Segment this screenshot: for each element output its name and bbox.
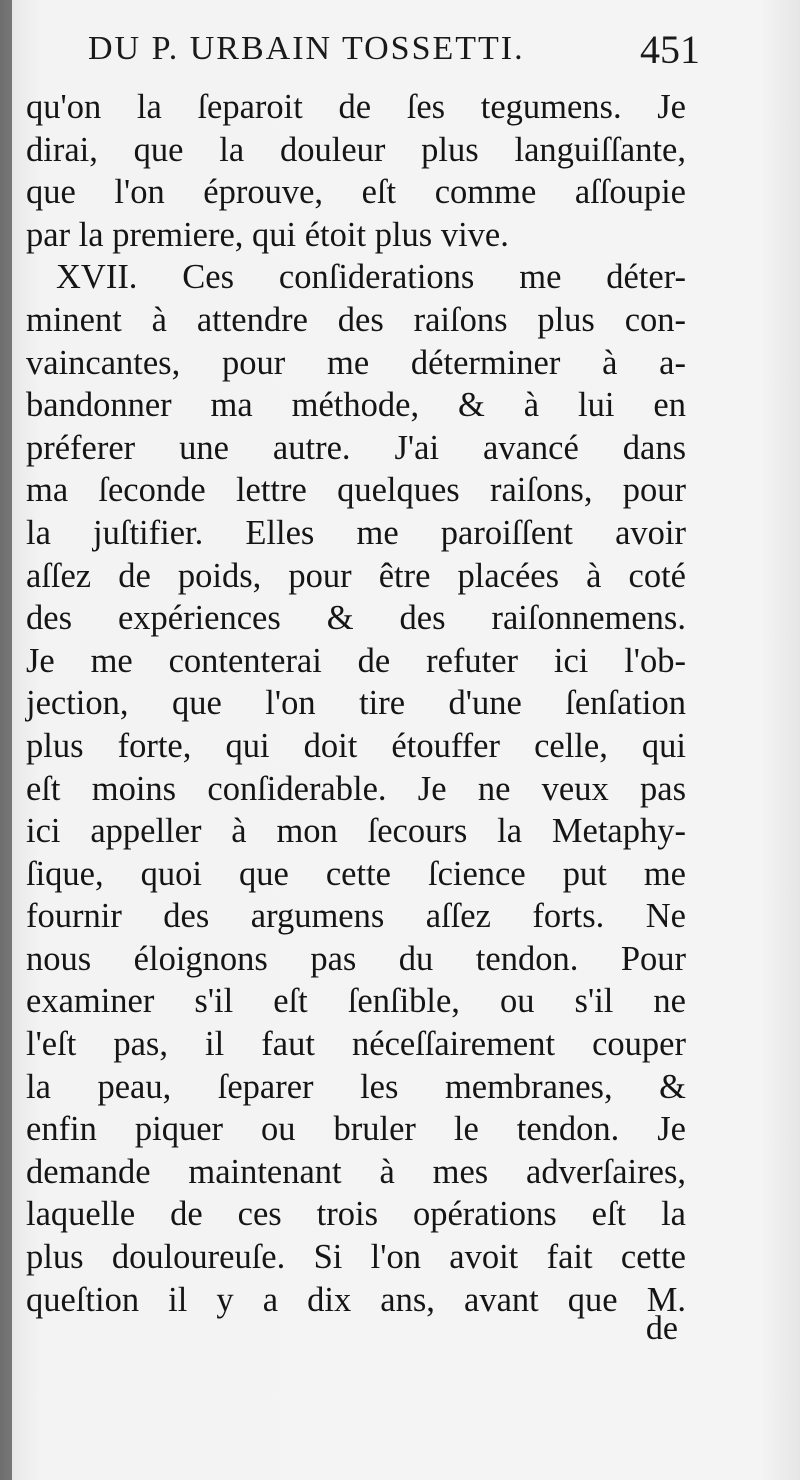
text-line: bandonner ma méthode, & à lui en (26, 386, 686, 425)
text-line: préferer une autre. J'ai avancé dans (26, 428, 686, 467)
body-text (26, 86, 686, 1321)
catchword: de (645, 1310, 678, 1347)
text-line: vaincantes, pour me déterminer à a- (26, 343, 686, 382)
text-line: fournir des argumens aſſez forts. Ne (26, 897, 686, 936)
text-line: examiner s'il eſt ſenſible, ou s'il ne (26, 982, 686, 1021)
text-line: plus douloureuſe. Si l'on avoit fait cette (26, 1238, 686, 1277)
text-line: la juſtifier. Elles me paroiſſent avoir (26, 513, 686, 552)
text-line: minent à attendre des raiſons plus con- (26, 300, 686, 339)
text-line: queſtion il y a dix ans, avant que M. (26, 1280, 686, 1319)
text-line: enfin piquer ou bruler le tendon. Je (26, 1110, 686, 1149)
text-line: plus forte, qui doit étouffer celle, qui (26, 726, 686, 765)
text-line: XVII. Ces conſiderations me déter- (56, 258, 686, 297)
text-line: nous éloignons pas du tendon. Pour (26, 939, 686, 978)
page-gutter-shadow (0, 0, 12, 1480)
text-line: demande maintenant à mes adverſaires, (26, 1152, 686, 1191)
running-head: DU P. URBAIN TOSSETTI. (88, 30, 525, 67)
text-line: par la premiere, qui étoit plus vive. (26, 215, 509, 254)
text-line: Je me contenterai de refuter ici l'ob- (26, 641, 686, 680)
text-line: aſſez de poids, pour être placées à coté (26, 556, 686, 595)
text-line: dirai, que la douleur plus languiſſante, (26, 130, 686, 169)
text-line: la peau, ſeparer les membranes, & (26, 1067, 686, 1106)
text-line: ſique, quoi que cette ſcience put me (26, 854, 686, 893)
text-line: ma ſeconde lettre quelques raiſons, pour (26, 471, 686, 510)
text-line: ici appeller à mon ſecours la Metaphy- (26, 812, 686, 851)
text-line: laquelle de ces trois opérations eſt la (26, 1195, 686, 1234)
text-line: que l'on éprouve, eſt comme aſſoupie (26, 173, 686, 212)
text-line: jection, que l'on tire d'une ſenſation (26, 684, 686, 723)
text-line: qu'on la ſeparoit de ſes tegumens. Je (26, 88, 686, 126)
text-line: des expériences & des raiſonnemens. (26, 599, 686, 638)
page-header (80, 22, 700, 82)
text-line: l'eſt pas, il faut néceſſairement couper (26, 1025, 686, 1064)
page-number: 451 (640, 27, 700, 72)
text-line: eſt moins conſiderable. Je ne veux pas (26, 769, 686, 808)
